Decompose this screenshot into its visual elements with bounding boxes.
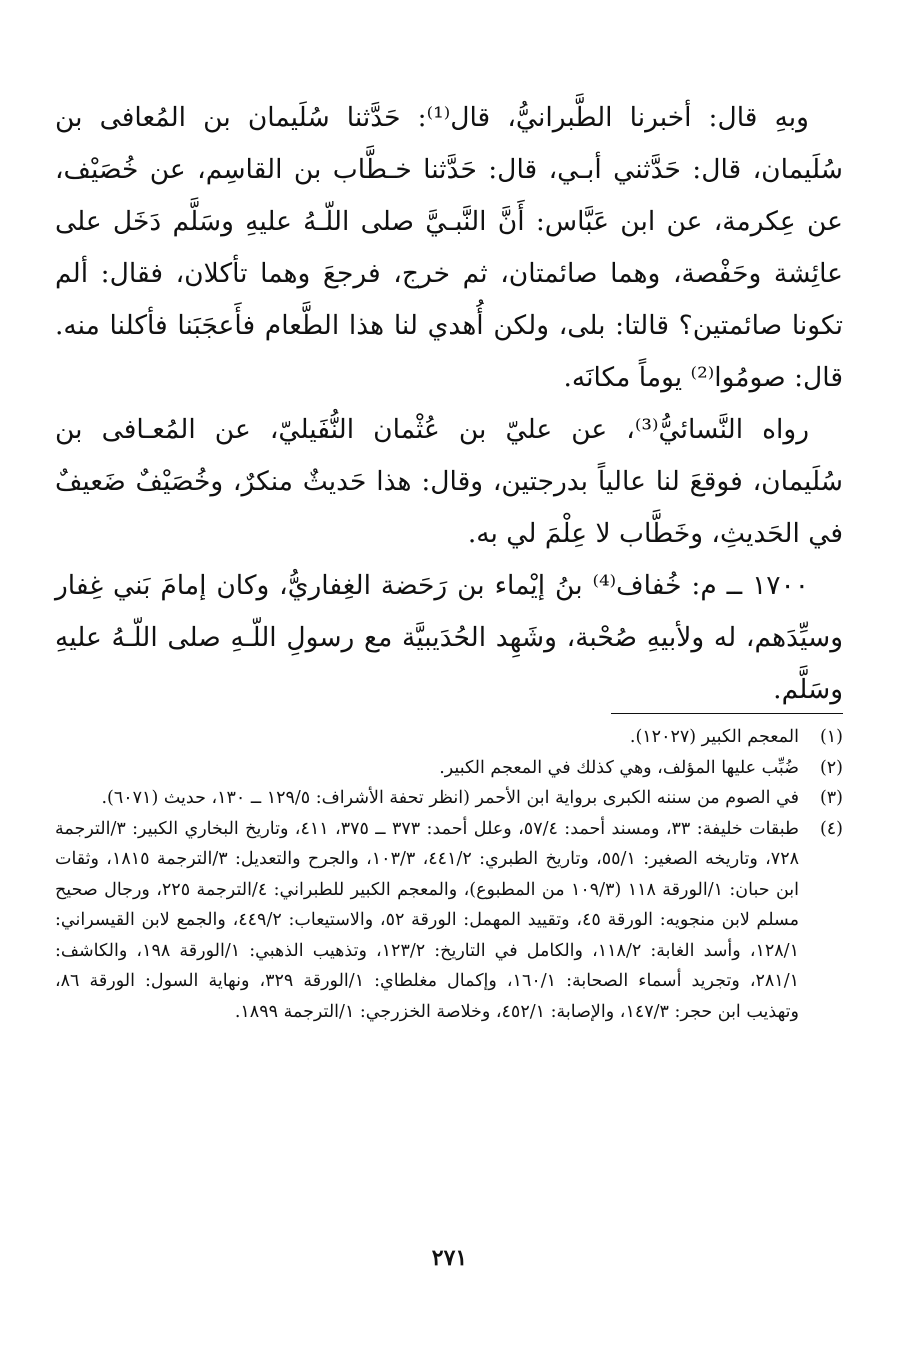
- footnote-text: المعجم الكبير (١٢٠٢٧).: [629, 727, 799, 747]
- footnote-number: (١): [819, 727, 843, 747]
- footnote-item: [55, 722, 843, 753]
- footnote-divider: [611, 713, 843, 714]
- biography-entry: ١٧٠٠ ــ م: خُفاف⁽⁴⁾ بنُ إيْماء بن رَحَضة الغِفاريُّ، وكان إمامَ بَني غِفار وسيِّدَهم، له ولأبيهِ صُحْبة، وشَهِد الحُدَيبيَّة مع رسولِ اللّـهِ صلى اللّـهُ عليهِ وسَلَّم.: [55, 570, 843, 705]
- footnote-number: (٣): [819, 788, 843, 808]
- footnote-item: [55, 783, 843, 814]
- footnote-number: (٢): [819, 757, 843, 778]
- footnote-text: طبقات خليفة: ٣٣، ومسند أحمد: ٥٧/٤، وعلل أحمد: ٣٧٣ ــ ٣٧٥، ٤١١، وتاريخ البخاري الكبير: ٣/الترجمة ٧٢٨، وتاريخه الصغير: ٥٥/١، وتاريخ الطبري: ٤٤١/٢، ١٠٣/٣، والجرح والتعديل: ٣/الترجمة ١٨١٥، وثقات ابن حبان: ١/الورقة ١١٨ (١٠٩/٣ من المطبوع)، والمعجم الكبير للطبراني: ٤/الترجمة ٢٢٥، ورجال صحيح مسلم لابن منجويه: الورقة ٤٥، وتقييد المهمل: الورقة ٥٢، والاستيعاب: ٤٤٩/٢، والجمع لابن القيسراني: ١٢٨/١، وأسد الغابة: ١١٨/٢، والكامل في التاريخ: ١٢٣/٢، وتذهيب الذهبي: ١/الورقة ١٩٨، والكاشف: ٢٨١/١، وتجريد أسماء الصحابة: ١٦٠/١، وإكمال مغلطاي: ١/الورقة ٣٢٩، ونهاية السول: الورقة ٨٦، وتهذيب ابن حجر: ١٤٧/٣، والإصابة: ٤٥٢/١، وخلاصة الخزرجي: ١/الترجمة ١٨٩٩.: [55, 818, 800, 1022]
- footnote-number: (٤): [819, 818, 843, 839]
- main-text: [55, 92, 843, 716]
- footnotes: [55, 722, 843, 1027]
- hadith-paragraph: وبهِ قال: أخبرنا الطَّبرانيُّ، قال⁽¹⁾: حَدَّثنا سُلَيمان بن المُعافى بن سُلَيمان، قال: حَدَّثني أبـي، قال: حَدَّثنا خـطَّاب بن القاسِم، عن خُصَيْف، عن عِكرمة، عن ابن عَبَّاس: أَنَّ النَّبـيَّ صلى اللّـهُ عليهِ وسَلَّم دَخَل على عائِشة وحَفْصة، وهما صائمتان، ثم خرج، فرجعَ وهما تأكلان، فقال: ألم تكونا صائمتين؟ قالتا: بلى، ولكن أُهدي لنا هذا الطَّعام فأَعجَبَنا فأكلنا منه. قال: صومُوا⁽²⁾ يوماً مكانَه.: [55, 102, 843, 393]
- footnote-text: في الصوم من سننه الكبرى برواية ابن الأحمر (انظر تحفة الأشراف: ١٢٩/٥ ــ ١٣٠، حديث (٦٠٧١).: [101, 788, 799, 808]
- page-number: ٢٧١: [431, 1245, 468, 1271]
- commentary-paragraph: رواه النَّسائيُّ⁽³⁾، عن عليّ بن عُثْمان النُّفَيليّ، عن المُعـافى بن سُلَيمان، فوقعَ لنا عالياً بدرجتين، وقال: هذا حَديثٌ منكرٌ، وخُصَيْفٌ ضَعيفٌ في الحَديثِ، وخَطَّاب لا عِلْمَ لي به.: [55, 414, 843, 549]
- footnote-item: [55, 753, 843, 784]
- footnote-item: [55, 814, 843, 1028]
- footnote-text: ضُبِّب عليها المؤلف، وهي كذلك في المعجم الكبير.: [439, 757, 799, 778]
